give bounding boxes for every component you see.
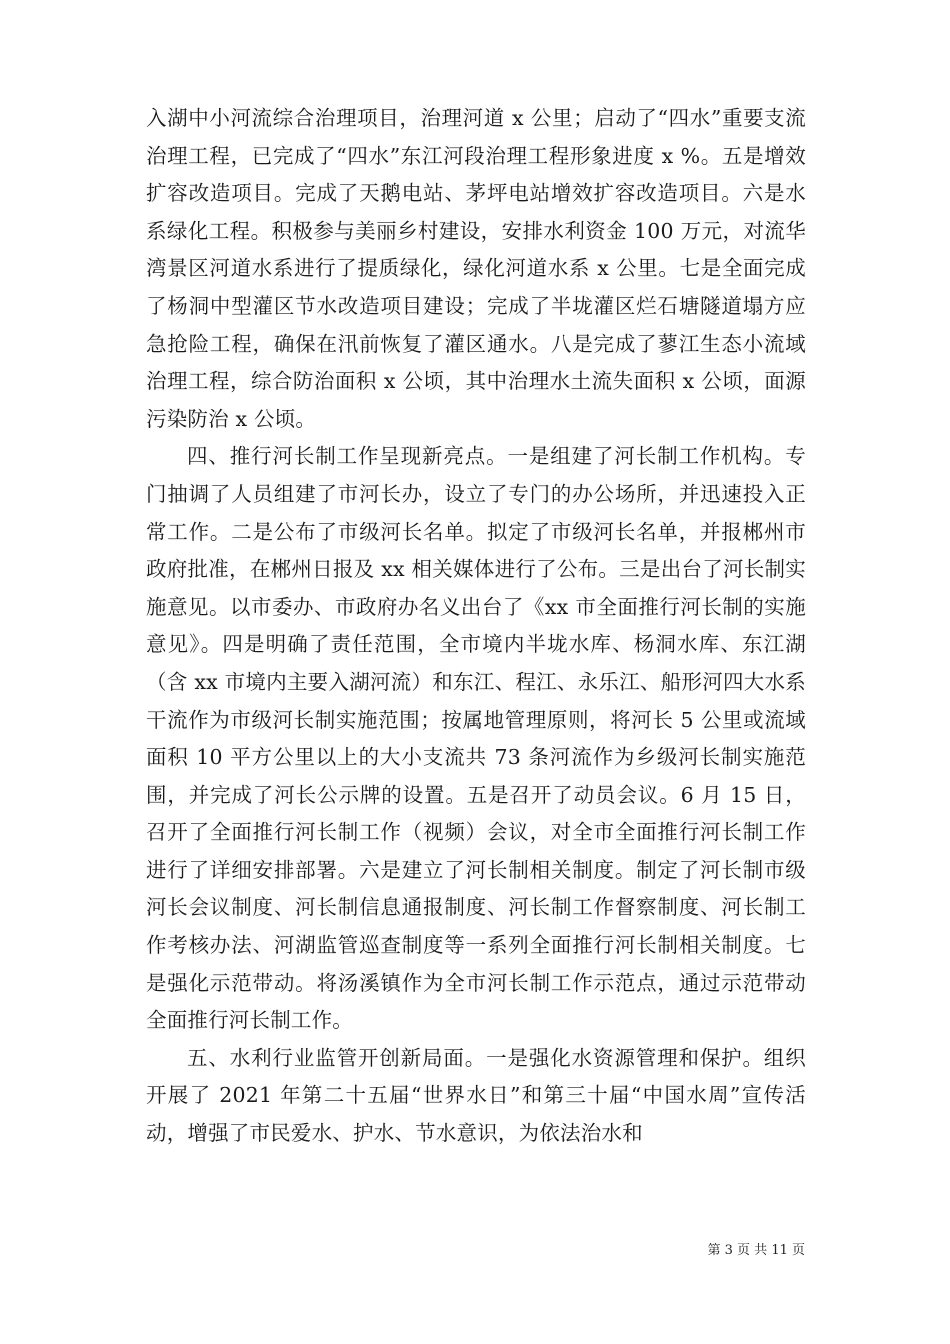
document-body bbox=[146, 100, 806, 1153]
page-number-footer: 第 3 页 共 11 页 bbox=[707, 1243, 805, 1258]
paragraph-continuation: 入湖中小河流综合治理项目，治理河道 x 公里；启动了“四水”重要支流治理工程，已完成了“四水”东江河段治理工程形象进度 x %。五是增效扩容改造项目。完成了天鹅电站、茅坪电站增效扩容改造项目。六是水系绿化工程。积极参与美丽乡村建设，安排水利资金 100 万元，对流华湾景区河道水系进行了提质绿化，绿化河道水系 x 公里。七是全面完成了杨洞中型灌区节水改造项目建设；完成了半垅灌区烂石塘隧道塌方应急抢险工程，确保在汛前恢复了灌区通水。八是完成了蓼江生态小流域治理工程，综合防治面积 x 公顷，其中治理水土流失面积 x 公顷，面源污染防治 x 公顷。 bbox=[146, 106, 806, 431]
paragraph-river-chief-system: 四、推行河长制工作呈现新亮点。一是组建了河长制工作机构。专门抽调了人员组建了市河长办，设立了专门的办公场所，并迅速投入正常工作。二是公布了市级河长名单。拟定了市级河长名单，并报郴州市政府批准，在郴州日报及 xx 相关媒体进行了公布。三是出台了河长制实施意见。以市委办、市政府办名义出台了《xx 市全面推行河长制的实施意见》。四是明确了责任范围，全市境内半垅水库、杨洞水库、东江湖（含 xx 市境内主要入湖河流）和东江、程江、永乐江、船形河四大水系干流作为市级河长制实施范围；按属地管理原则，将河长 5 公里或流域面积 10 平方公里以上的大小支流共 73 条河流作为乡级河长制实施范围，并完成了河长公示牌的设置。五是召开了动员会议。6 月 15 日，召开了全面推行河长制工作（视频）会议，对全市全面推行河长制工作进行了详细安排部署。六是建立了河长制相关制度。制定了河长制市级河长会议制度、河长制信息通报制度、河长制工作督察制度、河长制工作考核办法、河湖监管巡查制度等一系列全面推行河长制相关制度。七是强化示范带动。将汤溪镇作为全市河长制工作示范点，通过示范带动全面推行河长制工作。 bbox=[146, 444, 806, 1033]
paragraph-water-supervision: 五、水利行业监管开创新局面。一是强化水资源管理和保护。组织开展了 2021 年第二十五届“世界水日”和第三十届“中国水周”宣传活动，增强了市民爱水、护水、节水意识，为依法治水和 bbox=[146, 1045, 806, 1146]
